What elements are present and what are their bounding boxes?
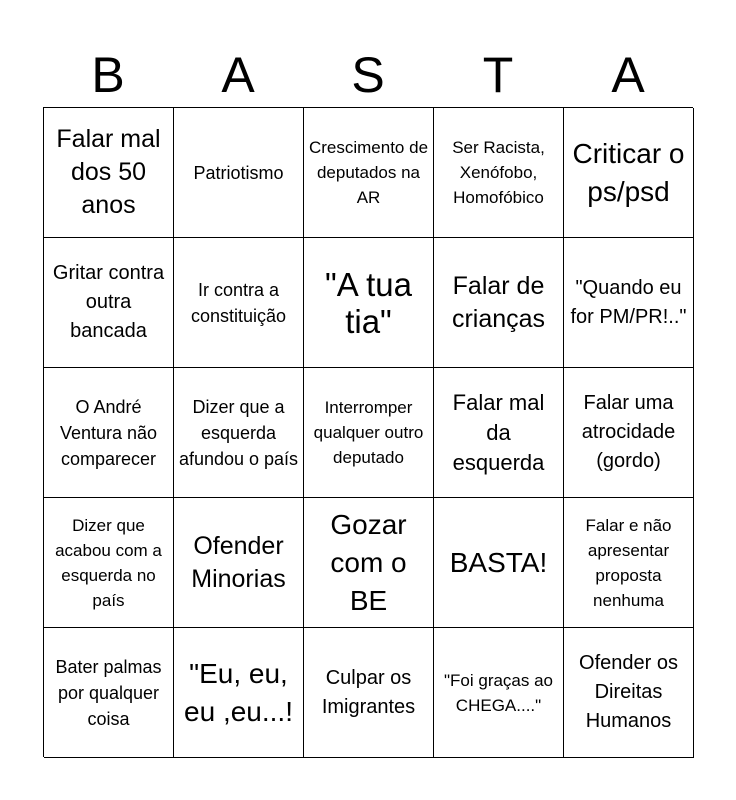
- bingo-cell-r0-c0[interactable]: [44, 108, 174, 238]
- cell-text: Culpar os Imigrantes: [321, 666, 416, 718]
- cell-text: "Foi graças ao CHEGA....": [443, 670, 554, 715]
- bingo-cell-r3-c3[interactable]: [434, 498, 564, 628]
- bingo-cell-r1-c3[interactable]: [434, 238, 564, 368]
- bingo-cell-r1-c2[interactable]: [304, 238, 434, 368]
- bingo-cell-r1-c0[interactable]: [44, 238, 174, 368]
- bingo-cell-r4-c4[interactable]: [564, 628, 694, 758]
- cell-text: Interromper qualquer outro deputado: [313, 398, 424, 467]
- cell-text: Falar e não apresentar proposta nenhuma: [585, 515, 672, 610]
- bingo-cell-r3-c0[interactable]: [44, 498, 174, 628]
- cell-text: "A tua tia": [325, 265, 412, 340]
- cell-text: "Eu, eu, eu ,eu...!: [184, 657, 293, 727]
- bingo-cell-r3-c1[interactable]: [174, 498, 304, 628]
- bingo-header: [43, 44, 693, 106]
- cell-text: Bater palmas por qualquer coisa: [55, 656, 162, 729]
- cell-text: O André Ventura não comparecer: [59, 396, 158, 469]
- bingo-cell-r2-c4[interactable]: [564, 368, 694, 498]
- cell-text: Crescimento de deputados na AR: [308, 138, 429, 207]
- cell-text: "Quando eu for PM/PR!..": [570, 276, 687, 328]
- bingo-cell-r0-c4[interactable]: [564, 108, 694, 238]
- bingo-board: [43, 107, 693, 757]
- cell-text: Falar mal da esquerda: [452, 389, 545, 475]
- bingo-cell-r2-c2[interactable]: [304, 368, 434, 498]
- cell-text: Ofender os Direitas Humanos: [579, 652, 678, 732]
- bingo-cell-r3-c4[interactable]: [564, 498, 694, 628]
- cell-text: Ir contra a constituição: [190, 279, 287, 326]
- bingo-cell-r3-c2[interactable]: [304, 498, 434, 628]
- header-letter-b: B: [91, 47, 125, 103]
- bingo-cell-r2-c3[interactable]: [434, 368, 564, 498]
- cell-text: Gritar contra outra bancada: [52, 262, 165, 342]
- header-letter-t: T: [482, 47, 514, 103]
- header-letter-a2: A: [611, 47, 645, 103]
- bingo-cell-r4-c3[interactable]: [434, 628, 564, 758]
- cell-text: Dizer que a esquerda afundou o país: [178, 396, 299, 469]
- bingo-cell-r0-c2[interactable]: [304, 108, 434, 238]
- cell-text: Gozar com o BE: [330, 508, 407, 616]
- bingo-cell-r2-c0[interactable]: [44, 368, 174, 498]
- bingo-cell-r4-c1[interactable]: [174, 628, 304, 758]
- cell-text: BASTA!: [449, 546, 548, 578]
- cell-text: Patriotismo: [193, 162, 284, 183]
- bingo-cell-r4-c2[interactable]: [304, 628, 434, 758]
- cell-text: Falar de crianças: [451, 271, 546, 333]
- cell-text: Falar uma atrocidade (gordo): [581, 392, 676, 472]
- bingo-cell-r1-c1[interactable]: [174, 238, 304, 368]
- cell-text: Criticar o ps/psd: [572, 137, 685, 207]
- cell-text: Dizer que acabou com a esquerda no país: [55, 515, 162, 610]
- cell-text: Ser Racista, Xenófobo, Homofóbico: [452, 138, 545, 207]
- cell-text: Falar mal dos 50 anos: [56, 125, 161, 219]
- bingo-cell-r4-c0[interactable]: [44, 628, 174, 758]
- bingo-cell-r0-c1[interactable]: [174, 108, 304, 238]
- header-letter-s: S: [351, 47, 385, 103]
- bingo-cell-r1-c4[interactable]: [564, 238, 694, 368]
- cell-text: Ofender Minorias: [191, 531, 286, 593]
- bingo-cell-r0-c3[interactable]: [434, 108, 564, 238]
- header-letter-a: A: [221, 47, 255, 103]
- bingo-cell-r2-c1[interactable]: [174, 368, 304, 498]
